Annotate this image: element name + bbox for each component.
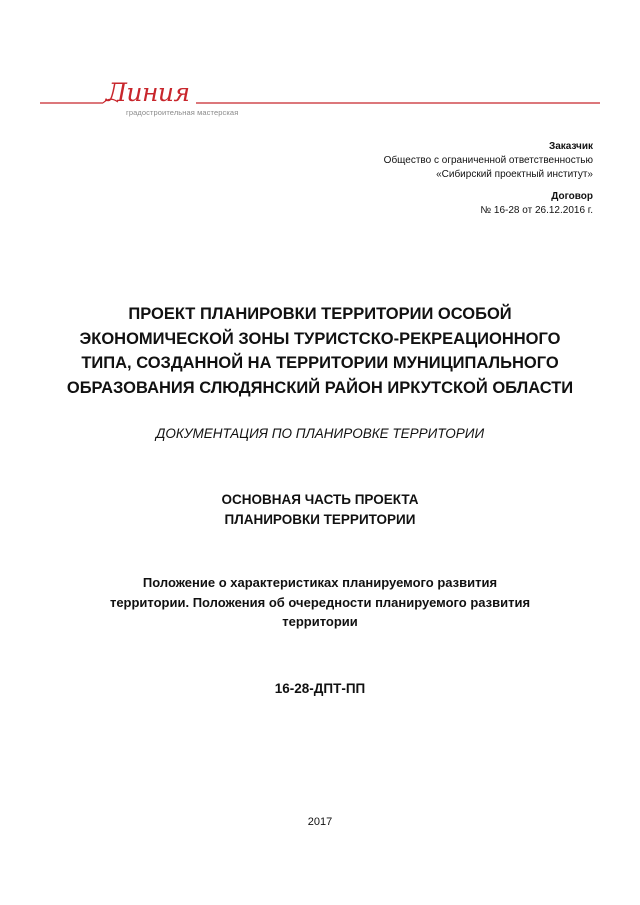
logo-line-icon [0, 0, 640, 130]
customer-name-line1: Общество с ограниченной ответственностью [383, 155, 593, 166]
document-part: ОСНОВНАЯ ЧАСТЬ ПРОЕКТА ПЛАНИРОВКИ ТЕРРИТОРИИ [221, 492, 419, 527]
contract-number: № 16-28 от 26.12.2016 г. [480, 205, 593, 216]
document-section: Положение о характеристиках планируемого развития территории. Положения об очередности планируемого развития территории [109, 575, 531, 629]
client-block [233, 140, 593, 218]
document-year: 2017 [307, 816, 333, 828]
logo-tagline: градостроительная мастерская [126, 108, 239, 117]
customer-label: Заказчик [548, 141, 593, 152]
document-code: 16-28-ДПТ-ПП [274, 681, 366, 696]
document-subtitle: ДОКУМЕНТАЦИЯ ПО ПЛАНИРОВКЕ ТЕРРИТОРИИ [155, 426, 485, 441]
document-title: ПРОЕКТ ПЛАНИРОВКИ ТЕРРИТОРИИ ОСОБОЙ ЭКОНОМИЧЕСКОЙ ЗОНЫ ТУРИСТСКО-РЕКРЕАЦИОННОГО ТИПА, СОЗДАННОЙ НА ТЕРРИТОРИИ МУНИЦИПАЛЬНОГО ОБРАЗОВАНИЯ СЛЮДЯНСКИЙ РАЙОН ИРКУТСКОЙ ОБЛАСТИ [66, 305, 574, 397]
company-logo [0, 0, 640, 130]
logo-wordmark: Линия [106, 78, 190, 107]
contract-label: Договор [551, 191, 593, 202]
customer-name-line2: «Сибирский проектный институт» [436, 169, 593, 180]
